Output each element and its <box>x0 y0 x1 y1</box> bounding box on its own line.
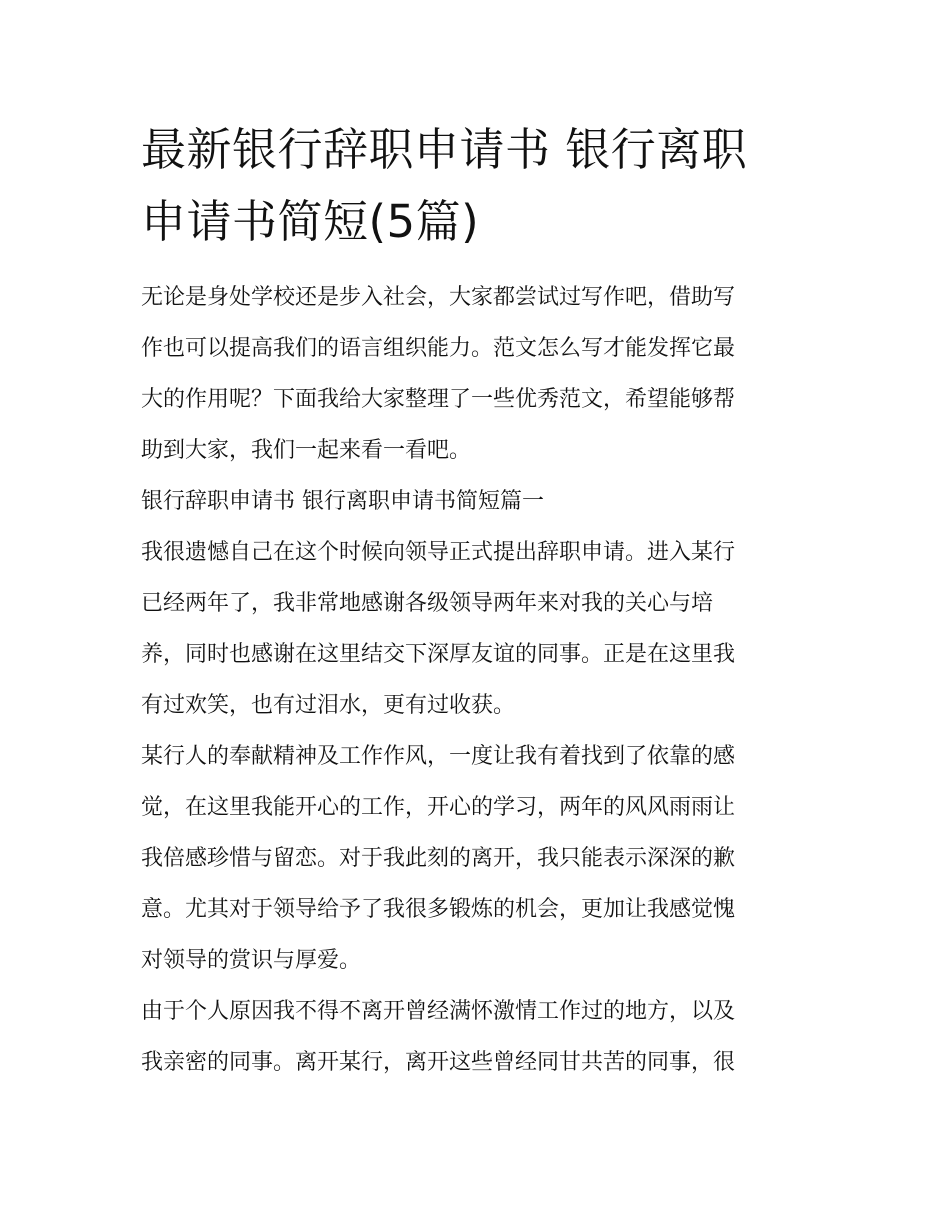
document-title <box>141 114 816 258</box>
document-content <box>141 114 816 1088</box>
text-line: 某行人的奉献精神及工作作风，一度让我有着找到了依靠的感 <box>141 744 736 769</box>
body-paragraph <box>141 527 816 731</box>
text-line: 养，同时也感谢在这里结交下深厚友谊的同事。正是在这里我 <box>141 642 736 667</box>
text-line: 有过欢笑，也有过泪水，更有过收获。 <box>141 693 516 718</box>
intro-paragraph <box>141 272 816 476</box>
text-line: 我亲密的同事。离开某行，离开这些曾经同甘共苦的同事，很 <box>141 1050 736 1075</box>
text-line: 我倍感珍惜与留恋。对于我此刻的离开，我只能表示深深的歉 <box>141 846 736 871</box>
text-line: 银行辞职申请书 银行离职申请书简短篇一 <box>141 489 544 514</box>
text-line: 助到大家，我们一起来看一看吧。 <box>141 438 472 463</box>
text-line: 我很遗憾自己在这个时候向领导正式提出辞职申请。进入某行 <box>141 540 736 565</box>
text-line: 觉，在这里我能开心的工作，开心的学习，两年的风风雨雨让 <box>141 795 736 820</box>
body-paragraph <box>141 731 816 986</box>
text-line: 由于个人原因我不得不离开曾经满怀激情工作过的地方，以及 <box>141 999 736 1024</box>
document-body <box>141 272 816 1088</box>
text-line: 意。尤其对于领导给予了我很多锻炼的机会，更加让我感觉愧 <box>141 897 736 922</box>
title-line: 最新银行辞职申请书 银行离职 <box>141 123 748 176</box>
title-line: 申请书简短(5篇) <box>141 195 480 248</box>
text-line: 大的作用呢？下面我给大家整理了一些优秀范文，希望能够帮 <box>141 387 736 412</box>
text-line: 对领导的赏识与厚爱。 <box>141 948 362 973</box>
text-line: 作也可以提高我们的语言组织能力。范文怎么写才能发挥它最 <box>141 336 736 361</box>
section-heading <box>141 476 816 527</box>
text-line: 已经两年了，我非常地感谢各级领导两年来对我的关心与培 <box>141 591 714 616</box>
body-paragraph <box>141 986 816 1088</box>
text-line: 无论是身处学校还是步入社会，大家都尝试过写作吧，借助写 <box>141 285 736 310</box>
